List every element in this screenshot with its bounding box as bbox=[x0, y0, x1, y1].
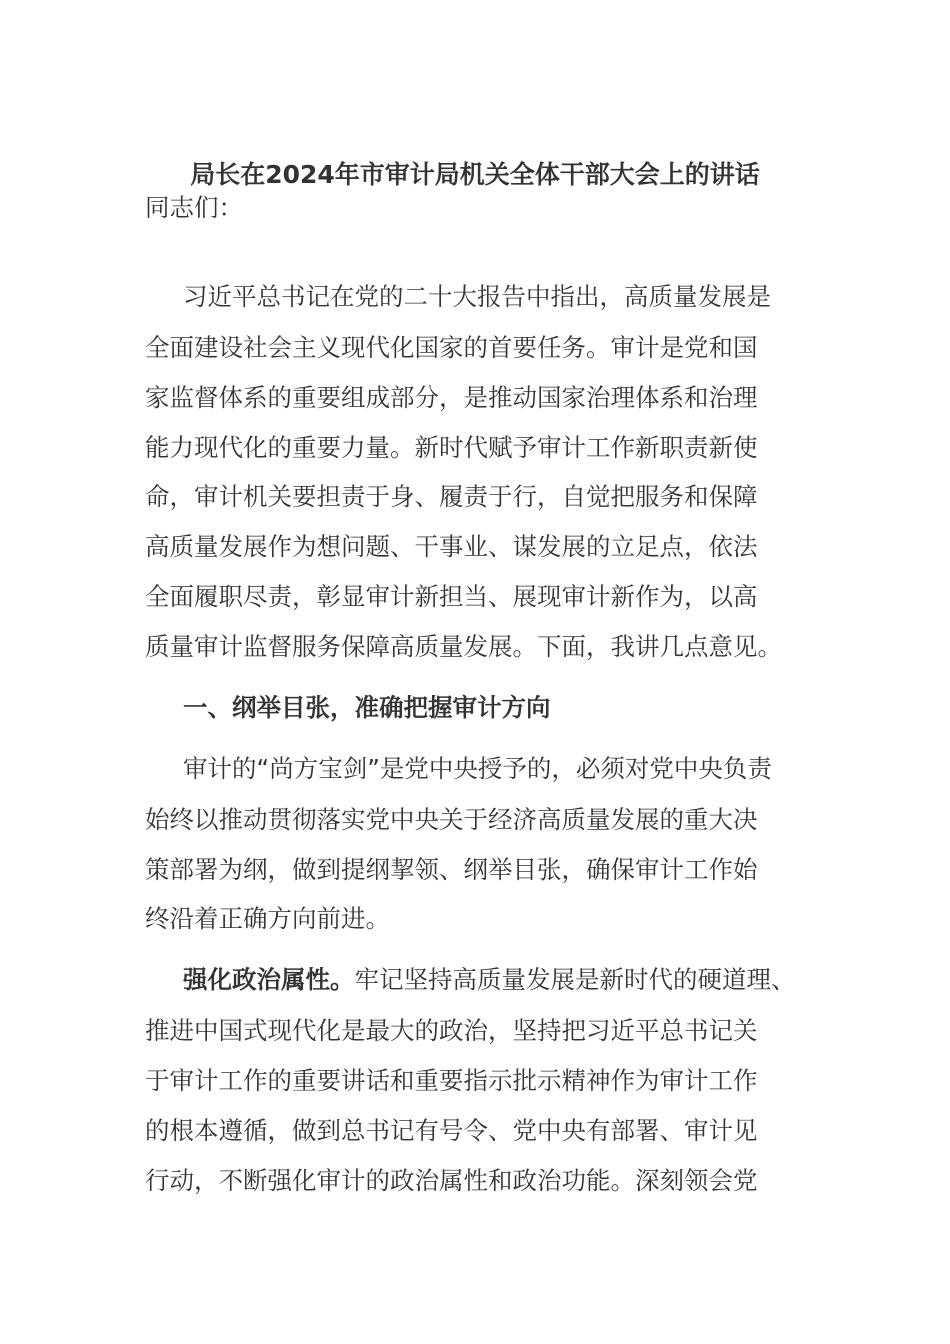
paragraph-line: 高质量发展作为想问题、干事业、谋发展的立足点，依法 bbox=[145, 532, 758, 561]
paragraph-line: 审计的“尚方宝剑”是党中央授予的，必须对党中央负责 bbox=[183, 754, 772, 783]
paragraph-line: 命，审计机关要担责于身、履责于行，自觉把服务和保障 bbox=[145, 482, 758, 511]
paragraph-line bbox=[183, 962, 796, 998]
paragraph-line: 能力现代化的重要力量。新时代赋予审计工作新职责新使 bbox=[145, 433, 758, 462]
section-heading: 一、纲举目张，准确把握审计方向 bbox=[183, 693, 551, 722]
paragraph-line: 全面建设社会主义现代化国家的首要任务。审计是党和国 bbox=[145, 333, 758, 362]
paragraph-line: 习近平总书记在党的二十大报告中指出，高质量发展是 bbox=[183, 282, 771, 311]
paragraph-text: 牢记坚持高质量发展是新时代的硬道理、 bbox=[354, 965, 796, 994]
document-title: 局长在2024年市审计局机关全体干部大会上的讲话 bbox=[190, 160, 760, 189]
paragraph-line: 始终以推动贯彻落实党中央关于经济高质量发展的重大决 bbox=[145, 805, 758, 834]
paragraph-line: 策部署为纲，做到提纲挈领、纲举目张，确保审计工作始 bbox=[145, 855, 758, 884]
paragraph-line: 质量审计监督服务保障高质量发展。下面，我讲几点意见。 bbox=[145, 632, 782, 661]
paragraph-line: 终沿着正确方向前进。 bbox=[145, 904, 390, 933]
paragraph-line: 行动，不断强化审计的政治属性和政治功能。深刻领会党 bbox=[145, 1166, 758, 1195]
paragraph-line: 的根本遵循，做到总书记有号令、党中央有部署、审计见 bbox=[145, 1116, 758, 1145]
paragraph-line: 家监督体系的重要组成部分，是推动国家治理体系和治理 bbox=[145, 383, 758, 412]
paragraph-lead: 强化政治属性。 bbox=[183, 965, 355, 994]
paragraph-line: 全面履职尽责，彰显审计新担当、展现审计新作为，以高 bbox=[145, 582, 758, 611]
salutation: 同志们： bbox=[145, 193, 243, 222]
paragraph-line: 推进中国式现代化是最大的政治，坚持把习近平总书记关 bbox=[145, 1016, 758, 1045]
paragraph-line: 于审计工作的重要讲话和重要指示批示精神作为审计工作 bbox=[145, 1066, 758, 1095]
